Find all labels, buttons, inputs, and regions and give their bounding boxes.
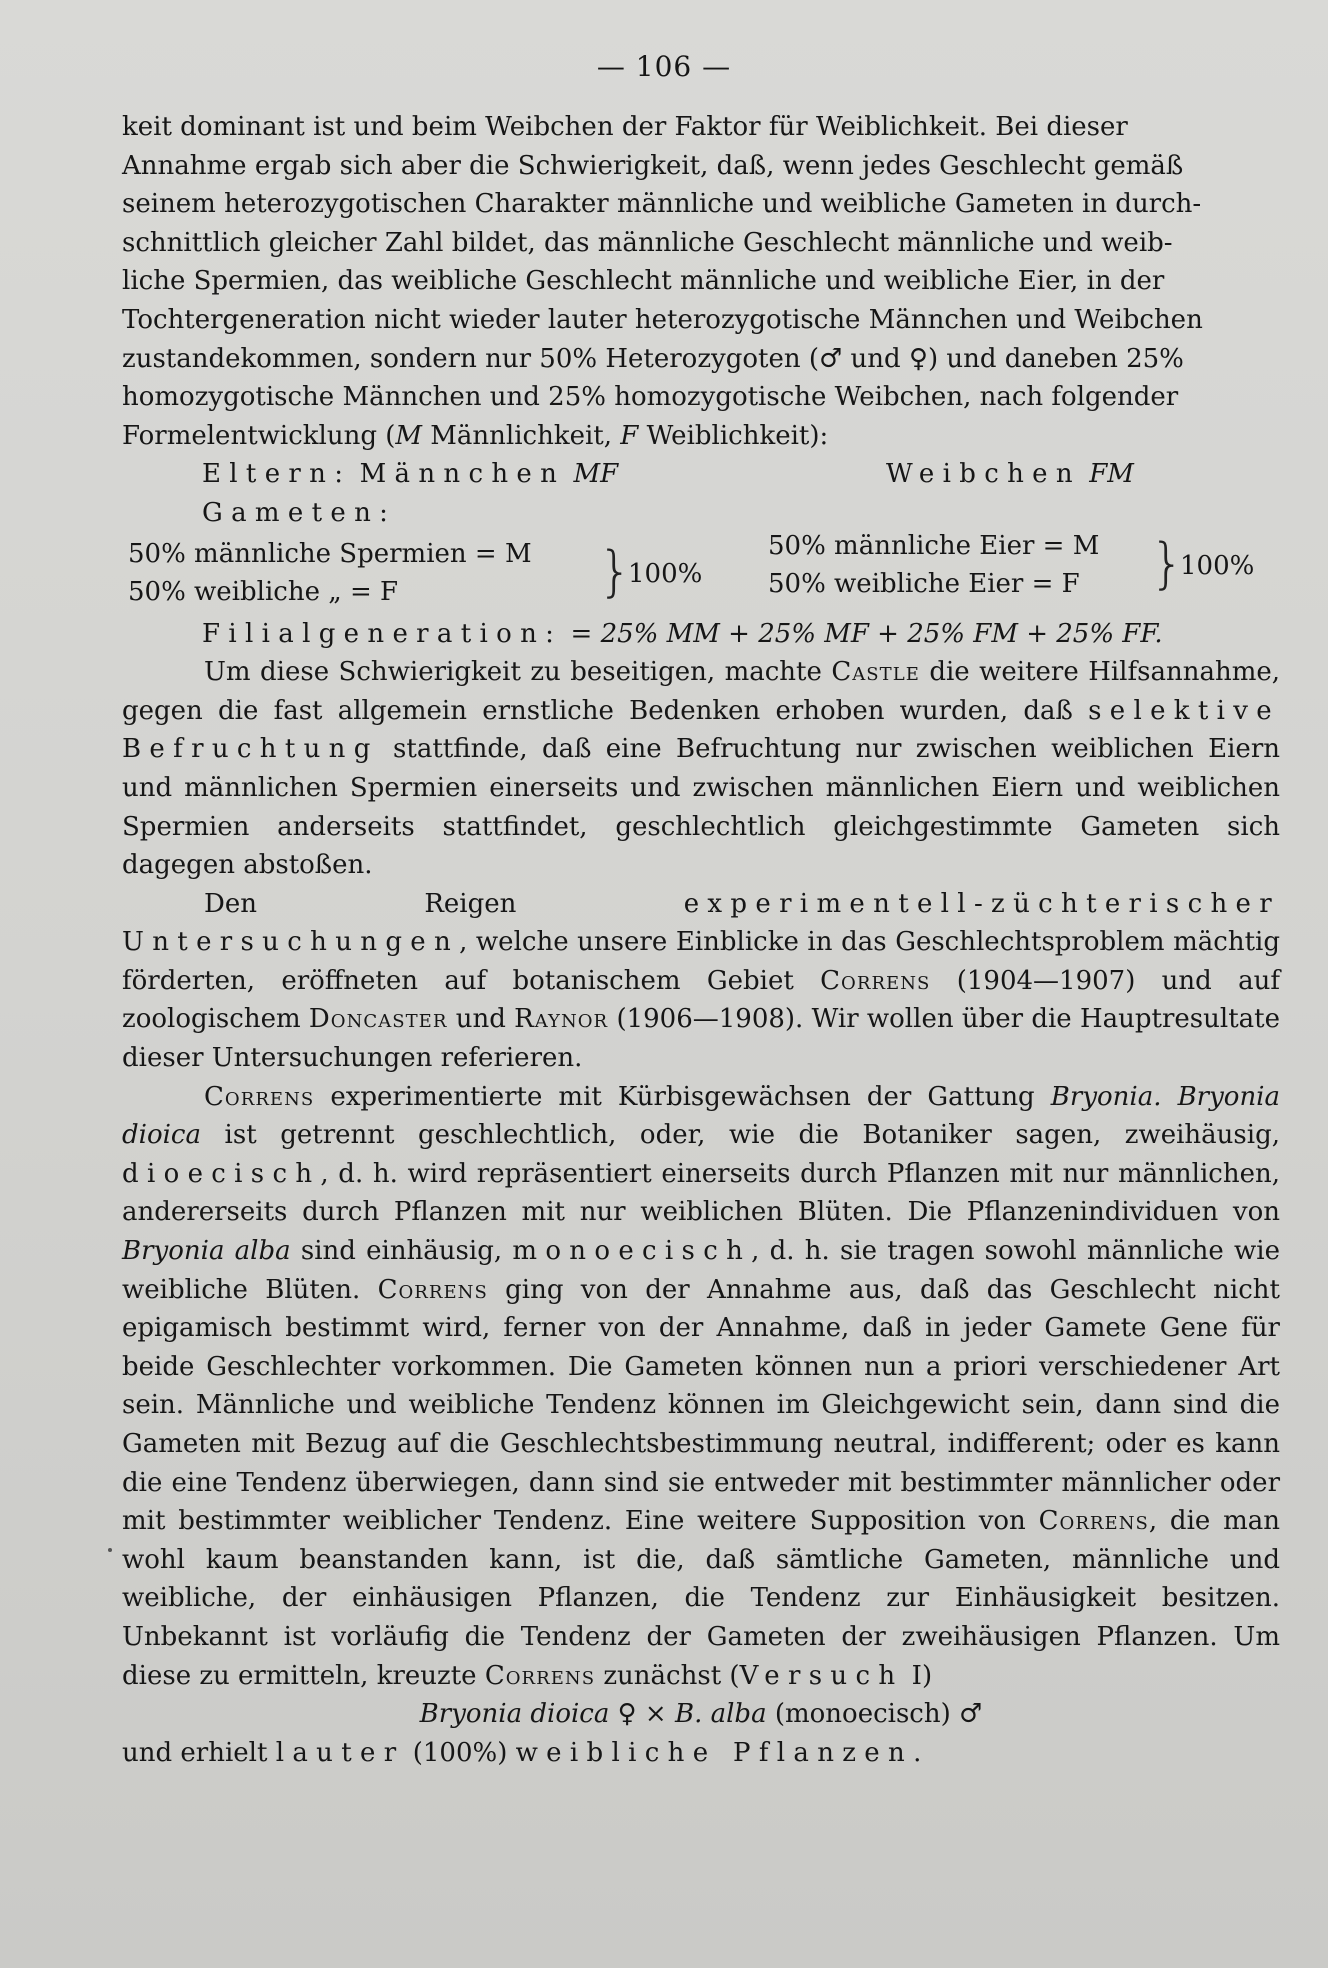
gameten-label: Gameten: (202, 497, 397, 528)
brace-egg: } (1150, 531, 1185, 595)
text-run (1161, 1082, 1177, 1112)
formula-intro-text: Weiblichkeit): (638, 420, 829, 451)
weibchen-genotype: FM (1089, 459, 1134, 490)
formula-intro-text: Männlichkeit, (422, 420, 621, 451)
text-run: . (913, 1737, 922, 1768)
weibchen-group (886, 455, 1134, 494)
text-line: Tochtergeneration nicht wieder lauter heterozygotische Männchen und Weibchen (122, 304, 1203, 335)
text-run: , d. h. wird repräsentiert einerseits durch Pflanzen mit nur männlichen, andererseits durch Pflanzen mit nur weiblichen Blüten. Die Pflanzenindividuen von (122, 1158, 1280, 1228)
filial-result: = 25% MM + 25% MF + 25% FM + 25% FF. (570, 618, 1163, 649)
emphasis-weibliche-pflanzen: weibliche Pflanzen (515, 1737, 914, 1768)
text-run: Den Reigen (204, 888, 684, 919)
text-line: homozygotische Männchen und 25% homozygotische Weibchen, nach folgender (122, 382, 1179, 413)
brace-sperm: } (598, 539, 633, 603)
paragraph-castle (122, 653, 1280, 885)
eltern-label: Eltern: (202, 459, 352, 490)
taxon-bryonia-alba: Bryonia alba (122, 1236, 291, 1267)
filial-line (122, 615, 1280, 654)
text-line: keit dominant ist und beim Weibchen der Faktor für Weiblichkeit. Bei dieser (122, 112, 1128, 142)
female-symbol-icon: ♀ (617, 1699, 637, 1730)
paragraph-reigen (122, 885, 1280, 1078)
sperm-total: 100% (628, 558, 703, 589)
emphasis-dioecisch: dioecisch (122, 1158, 321, 1189)
emphasis-selektive-befruchtung: selektive Befruchtung (122, 695, 1280, 765)
text-run: ging von der Annahme aus, daß das Geschlecht nicht epigamisch bestimmt wird, ferner von der Annahme, daß in jeder Gamete Gene für beide Geschlechter vorkommen. Die Gameten können nun a priori verschiedener Art sein. Männliche und weibliche Tendenz können im Gleichgewicht sein, dann sind die Gameten mit Bezug auf die Geschlechtsbestimmung neutral, indifferent; oder es kann die eine Tendenz überwiegen, dann sind sie entweder mit bestimmter männlicher oder mit bestimmter weiblicher Tendenz. Eine weitere Supposition von (122, 1274, 1280, 1537)
author-raynor: Raynor (514, 1004, 609, 1035)
taxon-b-alba: B. alba (674, 1699, 767, 1730)
print-speck (108, 1548, 112, 1552)
symbol-f: F (620, 420, 639, 451)
formula-intro-line (122, 417, 1280, 456)
text-run: und (447, 1004, 515, 1035)
author-correns: Correns (484, 1660, 596, 1691)
text-run: , d. h. sie tragen sowohl männliche wie weibliche Blüten. (122, 1236, 1280, 1305)
gameten-line (122, 494, 1280, 533)
text-line: Annahme ergab sich aber die Schwierigkeit, daß, wenn jedes Geschlecht gemäß (122, 150, 1184, 181)
author-castle: Castle (831, 657, 920, 688)
text-run: (100%) (404, 1737, 516, 1768)
text-run: Um diese Schwierigkeit zu beseitigen, machte (204, 657, 832, 688)
maennchen-genotype: MF (573, 459, 619, 490)
symbol-m: M (395, 420, 423, 451)
male-symbol-icon: ♂ (959, 1699, 983, 1730)
author-correns: Correns (820, 965, 931, 996)
text-run: I) (903, 1660, 933, 1691)
author-doncaster: Doncaster (308, 1004, 448, 1035)
text-run: sind einhäusig, (290, 1236, 513, 1267)
text-line: seinem heterozygotischen Charakter männliche und weibliche Gameten in durch- (122, 189, 1202, 220)
emphasis-lauter: lauter (275, 1737, 405, 1768)
maennchen-label: Männchen (359, 459, 566, 490)
emphasis-experimentell: experimentell-züchterischer Untersuchungen (122, 888, 1280, 958)
page-number: — 106 — (596, 50, 732, 83)
final-line (122, 1734, 1280, 1773)
sperm-male-row: 50% männliche Spermien = M (128, 538, 532, 569)
times-symbol: × (644, 1699, 667, 1730)
weibchen-label: Weibchen (886, 459, 1081, 490)
taxon-bryonia-dioica: Bryonia dioica (419, 1699, 610, 1730)
formula-intro-text: Formelentwicklung ( (122, 420, 396, 451)
egg-male-row: 50% männliche Eier = M (768, 530, 1100, 561)
text-line: liche Spermien, das weibliche Geschlecht männliche und weibliche Eier, in der (122, 266, 1165, 297)
text-run: ist getrennt geschlechtlich, oder, wie die Botaniker sagen, zweihäusig, (201, 1120, 1280, 1151)
body-text (122, 108, 1280, 1772)
monoecisch-note: (monoecisch) (774, 1699, 951, 1730)
text-run: , die man wohl kaum beanstanden kann, ist die, daß sämtliche Gameten, männliche und weibliche, der einhäusigen Pflanzen, die Tendenz zur Einhäusigkeit besitzen. Unbekannt ist vorläufig die Tendenz der Gameten der zweihäusigen Pflanzen. Um diese zu ermitteln, kreuzte (122, 1506, 1280, 1691)
text-run: stattfinde, daß eine Befruchtung nur zwischen weiblichen Eiern und männlichen Spermien einerseits und zwischen männlichen Eiern und weiblichen Spermien anderseits stattfindet, geschlechtlich gleichgestimmte Gameten sich dagegen abstoßen. (122, 734, 1280, 881)
author-correns: Correns (377, 1274, 488, 1305)
eltern-line (122, 455, 1280, 494)
emphasis-versuch: Versuch (739, 1660, 904, 1691)
egg-total: 100% (1180, 550, 1255, 581)
cross-formula (122, 1695, 1280, 1734)
gameten-block (122, 530, 1280, 615)
text-run: zunächst ( (595, 1660, 740, 1691)
filial-label: Filialgeneration: (202, 618, 563, 649)
taxon-bryonia: Bryonia. (1050, 1081, 1162, 1112)
text-run: , welche unsere Einblicke in das Geschlechtsproblem mächtig förderten, eröffneten auf botanischem Gebiet (122, 927, 1280, 996)
sperm-female-row: 50% weibliche „ = F (128, 576, 399, 607)
text-run: (1904—1907) und auf zoologischem (122, 965, 1280, 1035)
text-line: zustandekommen, sondern nur 50% Heterozygoten (♂ und ♀) und daneben 25% (122, 343, 1184, 374)
emphasis-monoecisch: monoecisch (512, 1236, 752, 1267)
author-correns: Correns (204, 1081, 315, 1112)
text-run: die weitere Hilfsannahme, gegen die fast allgemein ernstliche Bedenken erhoben wurden, daß (122, 657, 1281, 726)
author-correns: Correns (1038, 1506, 1149, 1537)
text-run: experimentierte mit Kürbisgewächsen der Gattung (314, 1081, 1051, 1112)
text-run: (1906—1908). Wir wollen über die Hauptresultate dieser Untersuchungen referieren. (122, 1004, 1280, 1074)
paragraph-correns (122, 1078, 1280, 1696)
taxon-bryonia-dioica: Bryonia dioica (122, 1081, 1281, 1151)
text-line: schnittlich gleicher Zahl bildet, das männliche Geschlecht männliche und weib- (122, 227, 1173, 258)
text-run: und erhielt (122, 1737, 276, 1768)
egg-female-row: 50% weibliche Eier = F (768, 568, 1080, 599)
